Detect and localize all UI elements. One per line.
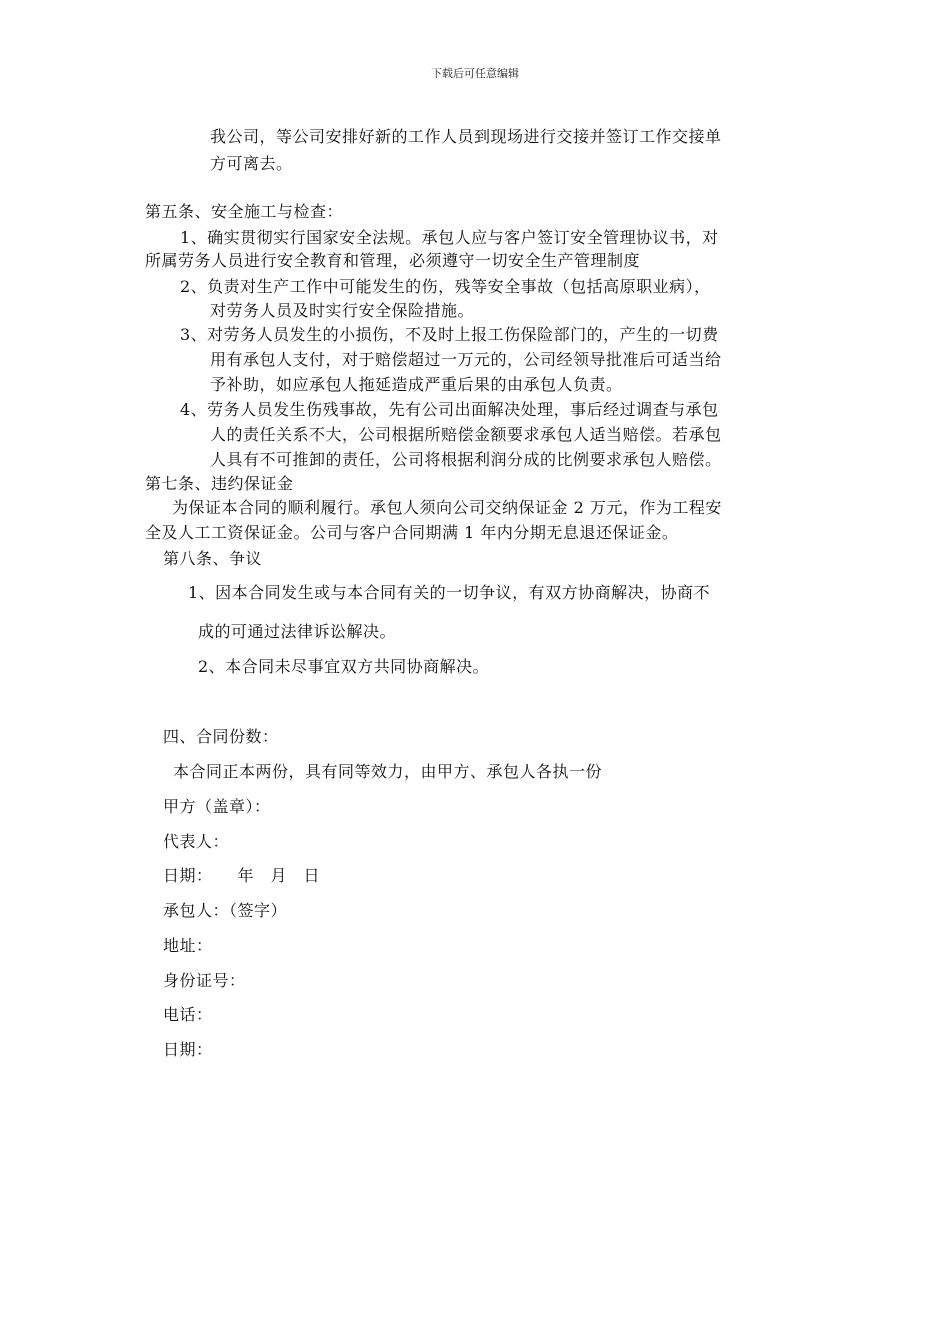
text-line: 所属劳务人员进行安全教育和管理，必须遵守一切安全生产管理制度 [145,251,641,270]
signature-field: 日期： [163,1040,213,1059]
text-line: 全及人工工资保证金。公司与客户合同期满 1 年内分期无息退还保证金。 [145,523,679,542]
page-header: 下载后可任意编辑 [431,67,519,80]
section-heading: 第八条、争议 [163,549,263,568]
text-line: 2、本合同未尽事宜双方共同协商解决。 [198,657,490,676]
text-line: 用有承包人支付，对于赔偿超过一万元的，公司经领导批准后可适当给 [210,350,722,369]
text-line: 成的可通过法律诉讼解决。 [198,622,397,641]
text-line: 1、因本合同发生或与本合同有关的一切争议，有双方协商解决，协商不 [188,583,711,602]
text-line: 本合同正本两份，具有同等效力，由甲方、承包人各执一份 [173,762,603,781]
text-line: 4、劳务人员发生伤残事故，先有公司出面解决处理，事后经过调查与承包 [180,400,719,419]
text-line: 予补助，如应承包人拖延造成严重后果的由承包人负责。 [210,375,623,394]
section-heading: 第七条、违约保证金 [145,474,294,493]
signature-field: 代表人： [163,832,230,851]
signature-field: 甲方（盖章）： [163,797,271,816]
signature-field: 身份证号： [163,971,246,990]
text-line: 人具有不可推卸的责任，公司将根据利润分成的比例要求承包人赔偿。 [210,450,722,469]
text-line: 对劳务人员及时实行安全保险措施。 [210,301,475,320]
signature-field: 日期： 年 月 日 [163,866,321,885]
text-line: 3、对劳务人员发生的小损伤，不及时上报工伤保险部门的，产生的一切费 [180,325,719,344]
section-heading: 四、合同份数： [163,727,279,746]
section-heading: 第五条、安全施工与检查： [145,202,344,221]
text-line: 我公司，等公司安排好新的工作人员到现场进行交接并签订工作交接单 [210,127,722,146]
signature-field: 承包人：（签字） [163,901,288,920]
text-line: 方可离去。 [210,154,293,173]
signature-field: 电话： [163,1005,213,1024]
text-line: 为保证本合同的顺利履行。承包人须向公司交纳保证金 2 万元，作为工程安 [172,498,722,517]
text-line: 2、负责对生产工作中可能发生的伤，残等安全事故（包括高原职业病）， [180,277,711,296]
text-line: 人的责任关系不大，公司根据所赔偿金额要求承包人适当赔偿。若承包 [210,425,722,444]
text-line: 1、确实贯彻实行国家安全法规。承包人应与客户签订安全管理协议书，对 [180,228,719,247]
signature-field: 地址： [163,936,213,955]
